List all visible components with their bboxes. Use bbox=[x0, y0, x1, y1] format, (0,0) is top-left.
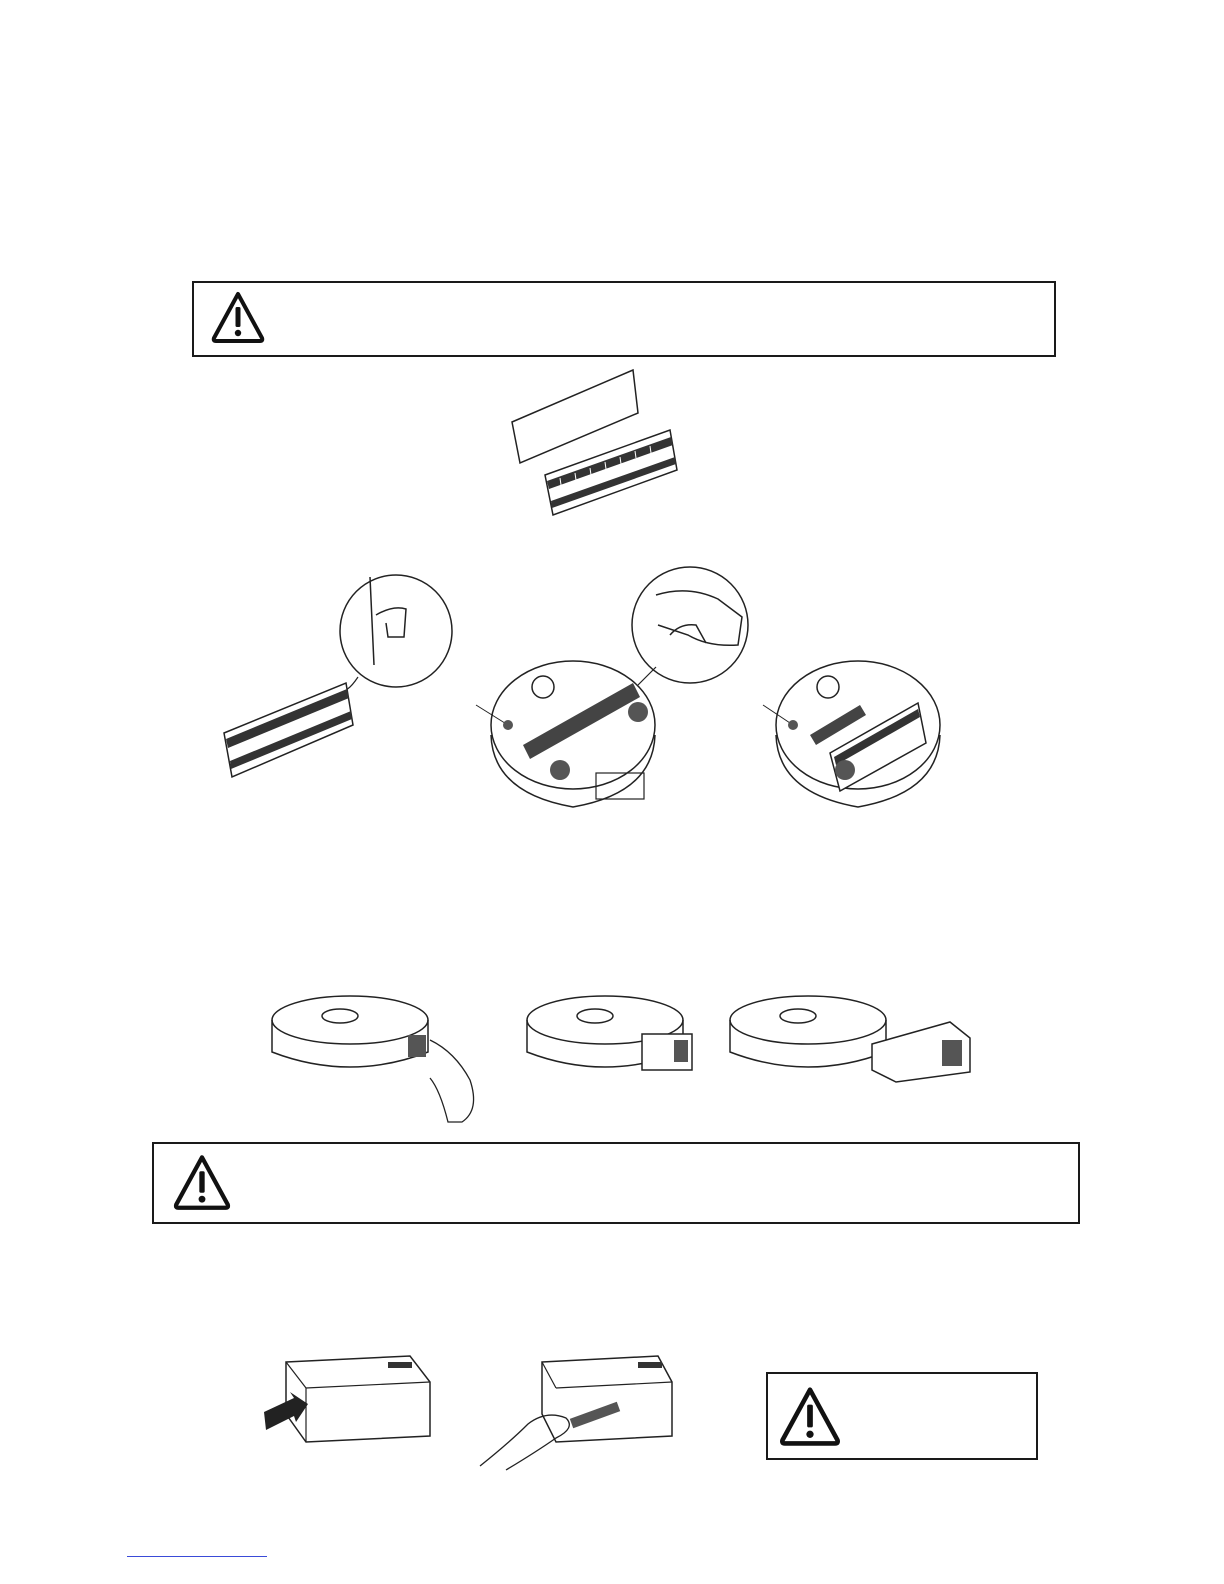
warning-box-1 bbox=[192, 281, 1056, 357]
warning-triangle-icon bbox=[210, 289, 266, 345]
dustbin-cleaning-illustration bbox=[260, 1352, 680, 1474]
warning-triangle-icon bbox=[172, 1152, 232, 1212]
footer-link[interactable] bbox=[127, 1556, 267, 1557]
warning-triangle-icon bbox=[778, 1384, 842, 1448]
warning-box-3 bbox=[766, 1372, 1038, 1460]
filter-parts-illustration bbox=[505, 365, 685, 520]
roller-brush-removal-illustration bbox=[218, 565, 948, 815]
dustbin-removal-illustration bbox=[270, 990, 975, 1125]
warning-box-2 bbox=[152, 1142, 1080, 1224]
